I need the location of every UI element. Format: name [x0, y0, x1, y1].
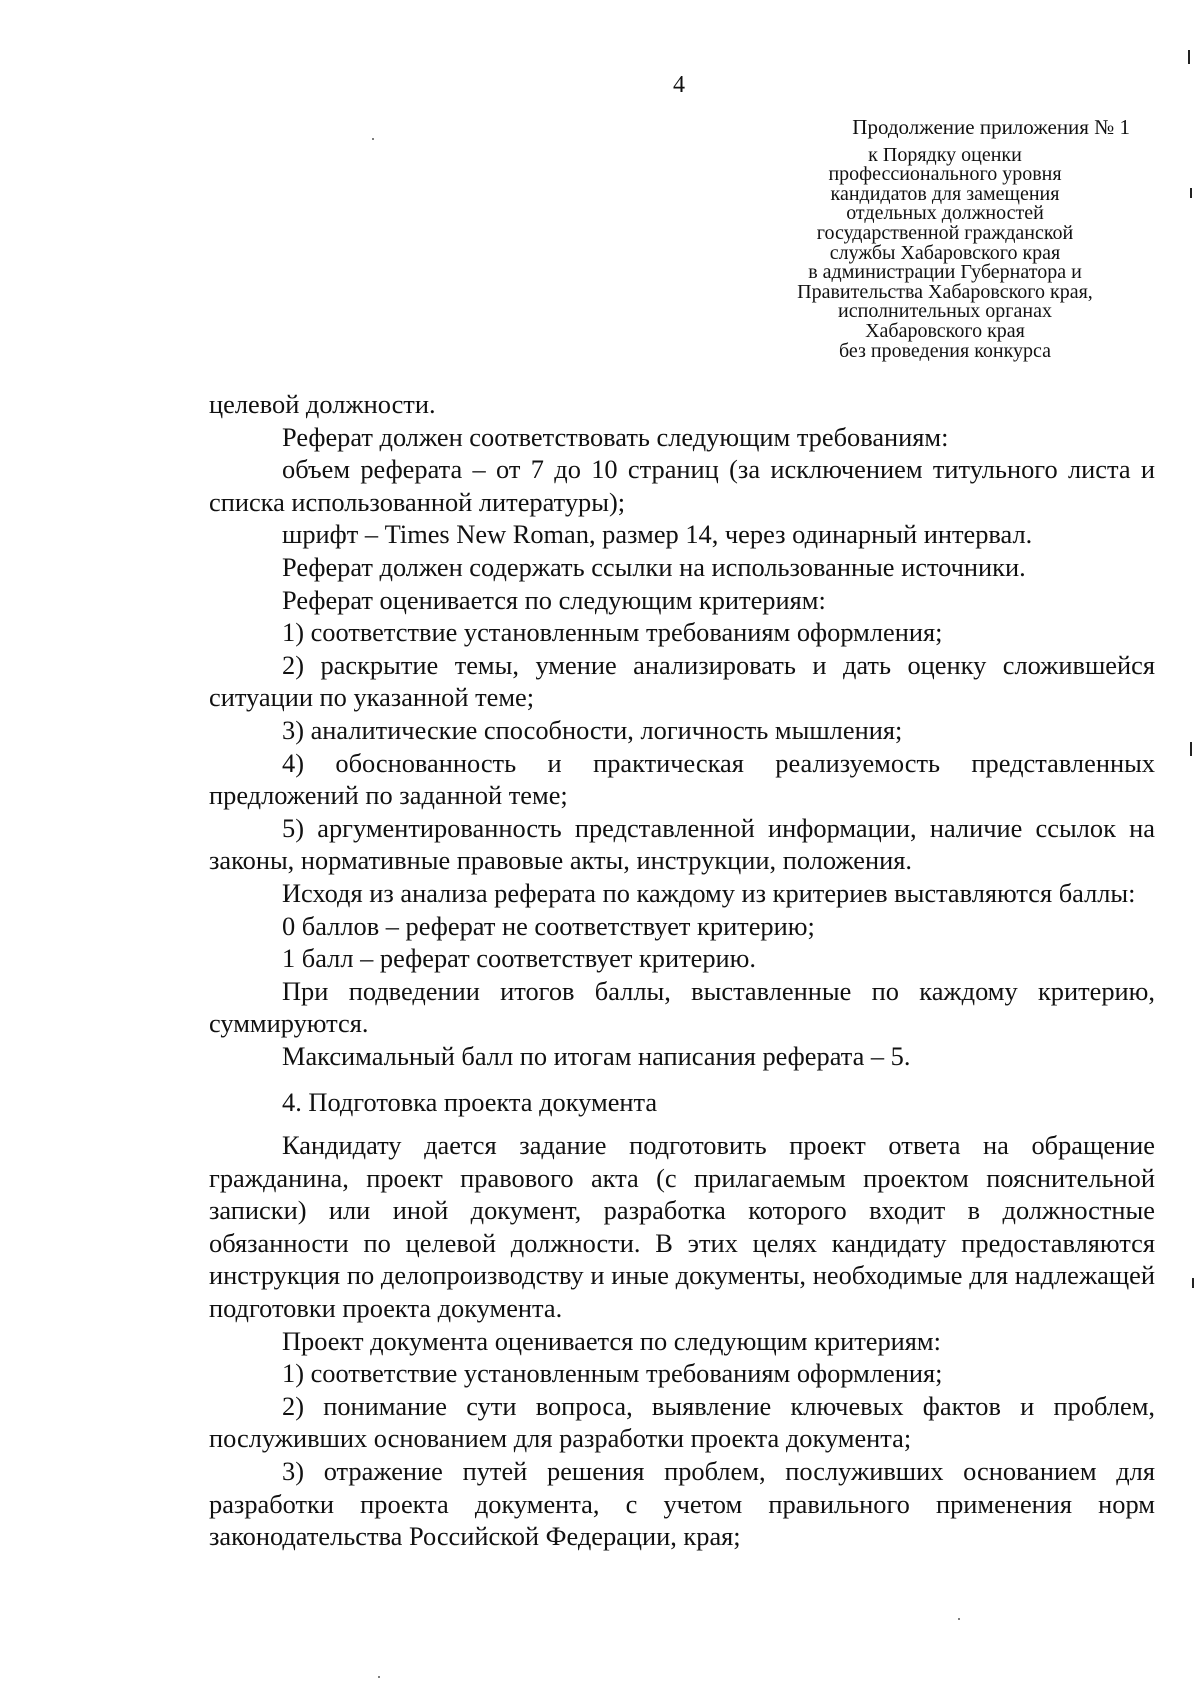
list-item: 3) отражение путей решения проблем, послуживших основанием для разработки проекта документа, с учетом правильного применения норм законодательства Российской Федерации, края; [209, 1456, 1155, 1552]
appendix-line: службы Хабаровского края [829, 241, 1061, 264]
paragraph: Максимальный балл по итогам написания реферата – 5. [282, 1040, 911, 1071]
appendix-header [760, 115, 1130, 362]
page-number: 4 [673, 72, 685, 98]
appendix-line: Правительства Хабаровского края, [797, 280, 1093, 303]
appendix-line: кандидатов для замещения [830, 182, 1060, 205]
appendix-line: Хабаровского края [865, 319, 1025, 342]
scan-margin-mark [1192, 1278, 1194, 1288]
scan-margin-mark [1190, 188, 1192, 198]
list-item: 2) понимание сути вопроса, выявление ключевых фактов и проблем, послуживших основанием для разработки проекта документа; [209, 1390, 1155, 1454]
paragraph: объем реферата – от 7 до 10 страниц (за исключением титульного листа и списка использованной литературы); [209, 454, 1155, 517]
appendix-line: государственной гражданской [816, 221, 1074, 244]
list-item: 1) соответствие установленным требованиям оформления; [282, 1358, 943, 1389]
appendix-line: без проведения конкурса [838, 339, 1052, 362]
paragraph: Проект документа оценивается по следующим критериям: [282, 1325, 941, 1356]
paragraph: Кандидату дается задание подготовить проект ответа на обращение гражданина, проект правового акта (с прилагаемым проектом пояснительной записки) или иной документ, разработка которого входит в должностные обязанности по целевой должности. В этих целях кандидату предоставляются инструкция по делопроизводству и иные документы, необходимые для надлежащей подготовки проекта документа. [209, 1130, 1155, 1324]
list-item: 1) соответствие установленным требованиям оформления; [282, 617, 943, 648]
scan-speck [958, 1618, 960, 1620]
paragraph: Исходя из анализа реферата по каждому из критериев выставляются баллы: [282, 877, 1136, 908]
paragraph: Реферат должен содержать ссылки на использованные источники. [282, 551, 1026, 582]
appendix-line: профессионального уровня [828, 163, 1062, 186]
list-item: 1 балл – реферат соответствует критерию. [282, 943, 756, 974]
appendix-line: отдельных должностей [846, 202, 1044, 225]
scan-speck [378, 1676, 380, 1678]
scan-margin-mark [1190, 742, 1192, 756]
appendix-title: Продолжение приложения № 1 [852, 115, 1130, 139]
scan-margin-mark [1188, 50, 1190, 64]
appendix-line: исполнительных органах [838, 300, 1052, 323]
list-item: 3) аналитические способности, логичность мышления; [282, 714, 903, 745]
appendix-line: к Порядку оценки [868, 143, 1022, 166]
paragraph: целевой должности. [209, 389, 436, 419]
paragraph: Реферат должен соответствовать следующим требованиям: [282, 421, 949, 452]
appendix-line: в администрации Губернатора и [808, 261, 1082, 284]
paragraph: шрифт – Times New Roman, размер 14, через одинарный интервал. [282, 519, 1033, 550]
list-item: 5) аргументированность представленной информации, наличие ссылок на законы, нормативные правовые акты, инструкции, положения. [209, 812, 1155, 876]
list-item: 4) обоснованность и практическая реализуемость представленных предложений по заданной теме; [209, 747, 1155, 811]
list-item: 0 баллов – реферат не соответствует критерию; [282, 910, 815, 941]
section-heading: 4. Подготовка проекта документа [282, 1087, 658, 1118]
paragraph: Реферат оценивается по следующим критериям: [282, 584, 826, 615]
document-body [209, 388, 1155, 1553]
scan-speck [372, 138, 374, 140]
list-item: 2) раскрытие темы, умение анализировать и дать оценку сложившейся ситуации по указанной теме; [209, 649, 1155, 713]
paragraph: При подведении итогов баллы, выставленные по каждому критерию, суммируются. [209, 975, 1155, 1039]
